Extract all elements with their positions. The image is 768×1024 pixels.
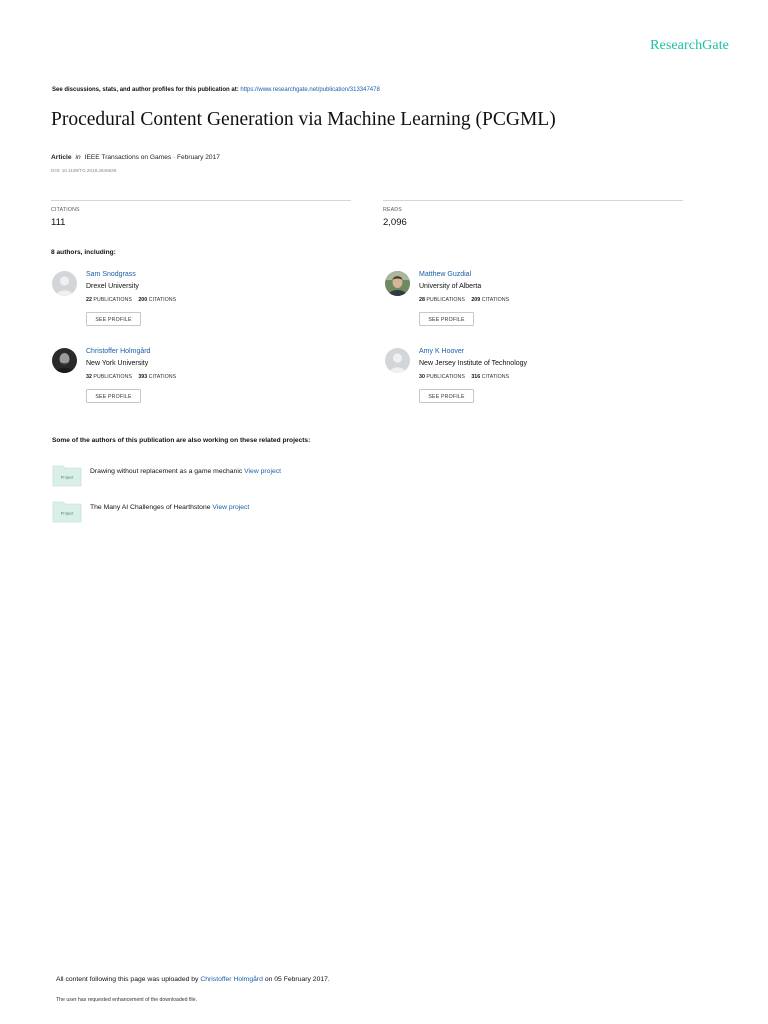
author-card [385, 271, 685, 341]
author-card [52, 271, 352, 341]
publication-type: Article [51, 154, 72, 161]
in-label: in [75, 154, 81, 161]
author-institution: University of Alberta [419, 283, 482, 290]
publications-label: PUBLICATIONS [426, 374, 465, 380]
citations-count: 316 [471, 374, 481, 380]
citations-value: 111 [51, 217, 66, 228]
reads-label: READS [383, 207, 402, 213]
author-stats [419, 297, 509, 303]
citations-label: CITATIONS [148, 374, 177, 380]
author-name-link[interactable]: Christoffer Holmgård [86, 348, 151, 355]
publications-count: 22 [86, 297, 92, 303]
project-icon-label: Project [60, 474, 74, 480]
project-folder-icon [52, 499, 82, 523]
related-projects-heading: Some of the authors of this publication are also working on these related projects: [52, 437, 311, 444]
author-name-link[interactable]: Sam Snodgrass [86, 271, 136, 278]
avatar-placeholder-icon[interactable] [385, 348, 410, 373]
author-institution: New Jersey Institute of Technology [419, 360, 528, 367]
project-line [90, 468, 281, 475]
publication-meta [51, 154, 220, 161]
citations-label: CITATIONS [51, 207, 80, 213]
citations-divider [51, 200, 351, 201]
project-line [90, 504, 249, 511]
see-profile-button[interactable]: SEE PROFILE [86, 312, 141, 326]
view-project-link[interactable]: View project [212, 504, 250, 511]
discussion-prefix: See discussions, stats, and author profiles for this publication at: [52, 87, 239, 93]
citations-label: CITATIONS [481, 297, 510, 303]
publication-url-link[interactable]: https://www.researchgate.net/publication/313347478 [240, 87, 380, 93]
discussion-line [52, 87, 380, 93]
project-folder-icon [52, 463, 82, 487]
researchgate-logo[interactable]: ResearchGate [650, 38, 729, 53]
reads-divider [383, 200, 683, 201]
avatar-photo[interactable] [385, 271, 410, 296]
publications-count: 30 [419, 374, 425, 380]
author-institution: New York University [86, 360, 149, 367]
publication-doi: DOI: 10.1109/TG.2018.2846639 [51, 168, 117, 173]
author-card [385, 348, 685, 418]
authors-heading: 8 authors, including: [51, 249, 116, 256]
publications-label: PUBLICATIONS [426, 297, 465, 303]
project-item [52, 499, 552, 523]
publication-title: Procedural Content Generation via Machine Learning (PCGML) [51, 109, 556, 130]
upload-prefix: All content following this page was uploaded by [56, 976, 199, 983]
publications-count: 32 [86, 374, 92, 380]
view-project-link[interactable]: View project [244, 468, 282, 475]
upload-note [56, 976, 330, 983]
reads-value: 2,096 [383, 217, 407, 228]
citations-count: 209 [471, 297, 481, 303]
avatar-placeholder-icon[interactable] [52, 271, 77, 296]
project-icon-label: Project [60, 510, 74, 516]
project-title: Drawing without replacement as a game mechanic [90, 468, 243, 475]
author-name-link[interactable]: Amy K Hoover [419, 348, 465, 355]
project-title: The Many AI Challenges of Hearthstone [90, 504, 211, 511]
see-profile-button[interactable]: SEE PROFILE [419, 312, 474, 326]
publications-label: PUBLICATIONS [93, 374, 132, 380]
citations-label: CITATIONS [481, 374, 510, 380]
publication-venue: IEEE Transactions on Games · February 2017 [84, 154, 220, 161]
publications-label: PUBLICATIONS [93, 297, 132, 303]
publications-count: 28 [419, 297, 425, 303]
see-profile-button[interactable]: SEE PROFILE [86, 389, 141, 403]
author-institution: Drexel University [86, 283, 139, 290]
uploader-link[interactable]: Christoffer Holmgård [200, 976, 263, 983]
project-item [52, 463, 552, 487]
author-stats [86, 374, 176, 380]
upload-suffix: on 05 February 2017. [264, 976, 330, 983]
author-card [52, 348, 352, 418]
enhancement-note: The user has requested enhancement of the downloaded file. [56, 997, 198, 1003]
see-profile-button[interactable]: SEE PROFILE [419, 389, 474, 403]
citations-count: 393 [138, 374, 148, 380]
author-stats [86, 297, 176, 303]
avatar-photo[interactable] [52, 348, 77, 373]
author-name-link[interactable]: Matthew Guzdial [419, 271, 472, 278]
author-stats [419, 374, 509, 380]
citations-label: CITATIONS [148, 297, 177, 303]
citations-count: 200 [138, 297, 148, 303]
